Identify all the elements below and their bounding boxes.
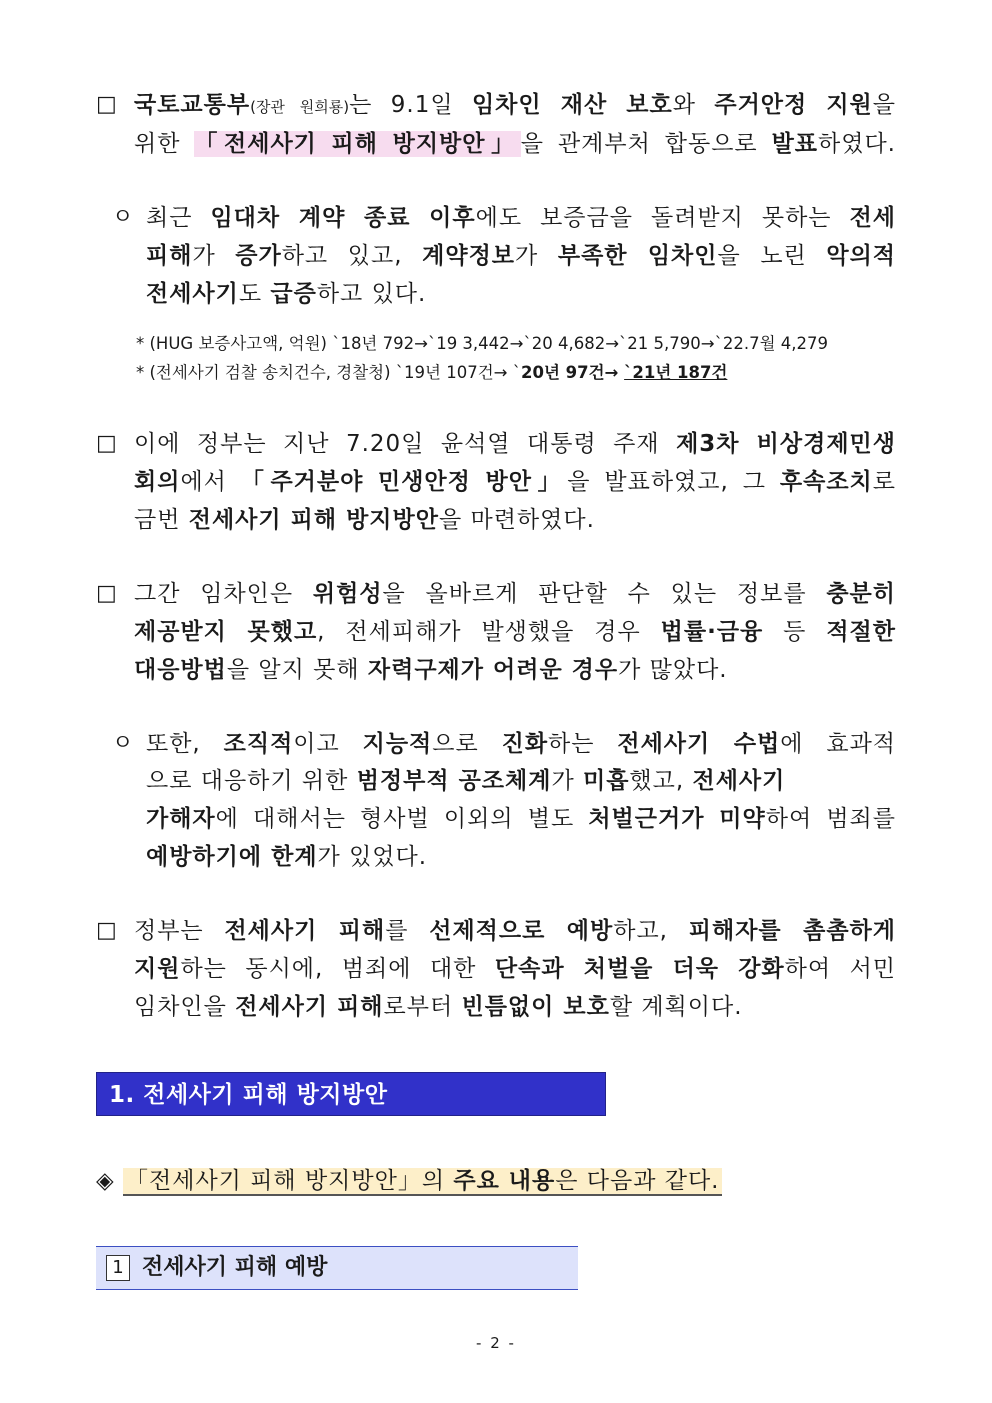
text: , 전세피해가 발생했을 경우 — [317, 619, 661, 645]
text: 가 — [515, 243, 558, 269]
text: 하여 서민 — [784, 956, 897, 982]
text-bold: 전세사기 — [692, 768, 786, 794]
text: 을 노린 — [717, 243, 827, 269]
text: 으로 — [432, 731, 502, 757]
p1-line2 — [134, 129, 896, 159]
text: 을 올바르게 판단할 수 있는 정보를 — [382, 581, 827, 607]
text: 로부터 — [383, 994, 462, 1020]
p1-line1 — [134, 90, 896, 122]
text: 을 발표하였고, 그 — [567, 469, 780, 495]
circle-bullet: ㅇ — [112, 205, 134, 230]
text-bold: 전세사기 수법 — [617, 731, 781, 757]
text-bold: 전세사기 피해 — [235, 994, 384, 1020]
text-bold: 지원 — [134, 956, 181, 982]
p3o-line4 — [146, 842, 427, 872]
p1o-line3 — [146, 279, 426, 309]
text: 을 관계부처 합동으로 — [520, 131, 772, 157]
text-bold: 후속조치 — [779, 469, 873, 495]
text-bold: 발표 — [771, 131, 819, 157]
text: 가 많았다. — [618, 657, 728, 683]
text-bold: 「주거분야 민생안정 방안」 — [240, 469, 568, 495]
text-bold: 범정부적 공조체계 — [356, 768, 552, 794]
text: 할 계획이다. — [609, 994, 743, 1020]
text-bold: 피해자를 촘촘하게 — [688, 918, 896, 944]
text-bold: 대응방법 — [134, 657, 227, 683]
text-bold: 법률·금융 — [660, 619, 764, 645]
text: 도 — [238, 281, 271, 307]
text-bold: 계약정보 — [422, 243, 516, 269]
p2-line2 — [134, 467, 896, 497]
text: 하고, — [613, 918, 689, 944]
subsection-title: 전세사기 피해 예방 — [142, 1255, 328, 1280]
text: 가 — [551, 768, 583, 794]
text-bold: 주거안정 지원 — [714, 92, 873, 118]
text: 하는 동시에, 범죄에 대한 — [180, 956, 495, 982]
p2-line3 — [134, 505, 595, 535]
box-bullet: □ — [96, 431, 117, 456]
highlight-title: 「전세사기 피해 방지방안」 — [194, 131, 521, 157]
box-bullet: □ — [96, 92, 117, 117]
text-bold: 회의 — [134, 469, 181, 495]
box-bullet: □ — [96, 581, 117, 606]
text: 는 9.1일 — [349, 92, 472, 118]
text: 금번 — [134, 507, 189, 533]
text-bold: 미흡 — [582, 768, 630, 794]
circle-bullet: ㅇ — [112, 731, 134, 756]
p4-line2 — [134, 954, 896, 984]
text-underline: `21년 187건 — [624, 363, 728, 382]
text: 「전세사기 피해 방지방안」 — [125, 1168, 422, 1194]
text-bold: 전세사기 — [146, 281, 239, 307]
p2-line1 — [134, 429, 896, 459]
text-bold: 진화 — [501, 731, 549, 757]
text-bold: 주요 내용 — [453, 1168, 556, 1194]
p3o-line3 — [146, 804, 896, 834]
text: 임차인을 — [134, 994, 236, 1020]
text-bold: 위험성 — [312, 581, 383, 607]
text-bold: 예방하기에 한계 — [146, 844, 318, 870]
page-number: - 2 - — [476, 1334, 516, 1352]
text-bold: 처벌근거가 미약 — [588, 806, 766, 832]
p3-line1 — [134, 579, 896, 609]
text-bold: 제공받지 못했고 — [134, 619, 318, 645]
text: 을 알지 못해 — [226, 657, 368, 683]
text: 하고 있고, — [281, 243, 423, 269]
text: 하였다. — [818, 131, 896, 157]
p3o-line1 — [146, 729, 896, 759]
text-bold: 피해 — [146, 243, 193, 269]
subsection-heading — [96, 1246, 578, 1290]
summary-line — [96, 1165, 722, 1197]
text: 또한, — [146, 731, 224, 757]
text-bold: → — [604, 363, 625, 382]
text-bold: 단속과 처벌을 더욱 강화 — [494, 956, 785, 982]
text: 그간 임차인은 — [134, 581, 313, 607]
p1o-line1 — [146, 203, 896, 233]
text: 을 — [872, 92, 896, 118]
text-bold: 가해자 — [146, 806, 216, 832]
text-bold: 임대차 계약 종료 이후 — [210, 205, 476, 231]
text: 하고 있다. — [316, 281, 427, 307]
text-bold: 부족한 임차인 — [557, 243, 718, 269]
text-bold: 선제적으로 예방 — [429, 918, 614, 944]
text: 가 — [192, 243, 236, 269]
text-bold: 조직적 — [223, 731, 294, 757]
text-bold: 20년 97건 — [520, 363, 605, 382]
text: 에 대해서는 형사벌 이외의 별도 — [215, 806, 589, 832]
text: 의 — [421, 1168, 454, 1194]
p4-line1 — [134, 916, 896, 946]
text: 했고, — [629, 768, 693, 794]
text-bold: 전세사기 피해 — [224, 918, 386, 944]
footnote-police — [136, 361, 727, 385]
diamond-icon: ◈ — [96, 1168, 115, 1194]
text: * (전세사기 검찰 송치건수, 경찰청) `19년 107건→ ` — [136, 363, 521, 382]
text-bold: 충분히 — [826, 581, 896, 607]
text-bold: 증가 — [235, 243, 282, 269]
text: 최근 — [146, 205, 211, 231]
text-bold: 악의적 — [826, 243, 897, 269]
text-bold: 임차인 재산 보호 — [471, 92, 673, 118]
text: 에서 — [180, 469, 241, 495]
text-bold: 전세 — [849, 205, 896, 231]
subsection-number: 1 — [106, 1255, 130, 1281]
text-bold: 적절한 — [826, 619, 896, 645]
text: 이고 — [293, 731, 363, 757]
text: 에 효과적 — [780, 731, 897, 757]
text-small: (장관 원희룡) — [250, 98, 350, 116]
p1o-line2 — [146, 241, 896, 271]
text-bold: 급증 — [270, 281, 317, 307]
text: 정부는 — [134, 918, 225, 944]
footnote-hug: * (HUG 보증사고액, 억원) `18년 792→`19 3,442→`20 4,682→`21 5,790→`22.7월 4,279 — [136, 334, 829, 353]
text: 와 — [672, 92, 715, 118]
text-bold: 국토교통부 — [134, 92, 251, 118]
text-bold: 제3차 비상경제민생 — [676, 431, 896, 457]
text: 을 마련하였다. — [438, 507, 595, 533]
text-bold: 빈틈없이 보호 — [461, 994, 610, 1020]
box-bullet: □ — [96, 918, 117, 943]
text-bold: 전세사기 피해 방지방안 — [188, 507, 439, 533]
p3o-line2 — [146, 766, 785, 796]
section-heading: 1. 전세사기 피해 방지방안 — [96, 1072, 606, 1116]
text: 에도 보증금을 돌려받지 못하는 — [475, 205, 850, 231]
text: 를 — [385, 918, 430, 944]
p3-line3 — [134, 655, 728, 685]
text: 위한 — [134, 131, 195, 157]
text: 등 — [763, 619, 827, 645]
text: 가 있었다. — [317, 844, 428, 870]
text: 으로 대응하기 위한 — [146, 768, 357, 794]
text-bold: 자력구제가 어려운 경우 — [367, 657, 619, 683]
text: 하는 — [548, 731, 618, 757]
text: 이에 정부는 지난 7.20일 윤석열 대통령 주재 — [134, 431, 677, 457]
text: 은 다음과 같다. — [555, 1168, 720, 1194]
text: 로 — [872, 469, 896, 495]
summary-text — [123, 1168, 721, 1196]
text-bold: 지능적 — [362, 731, 433, 757]
p3-line2 — [134, 617, 896, 647]
text: 하여 범죄를 — [765, 806, 896, 832]
p4-line3 — [134, 992, 743, 1022]
